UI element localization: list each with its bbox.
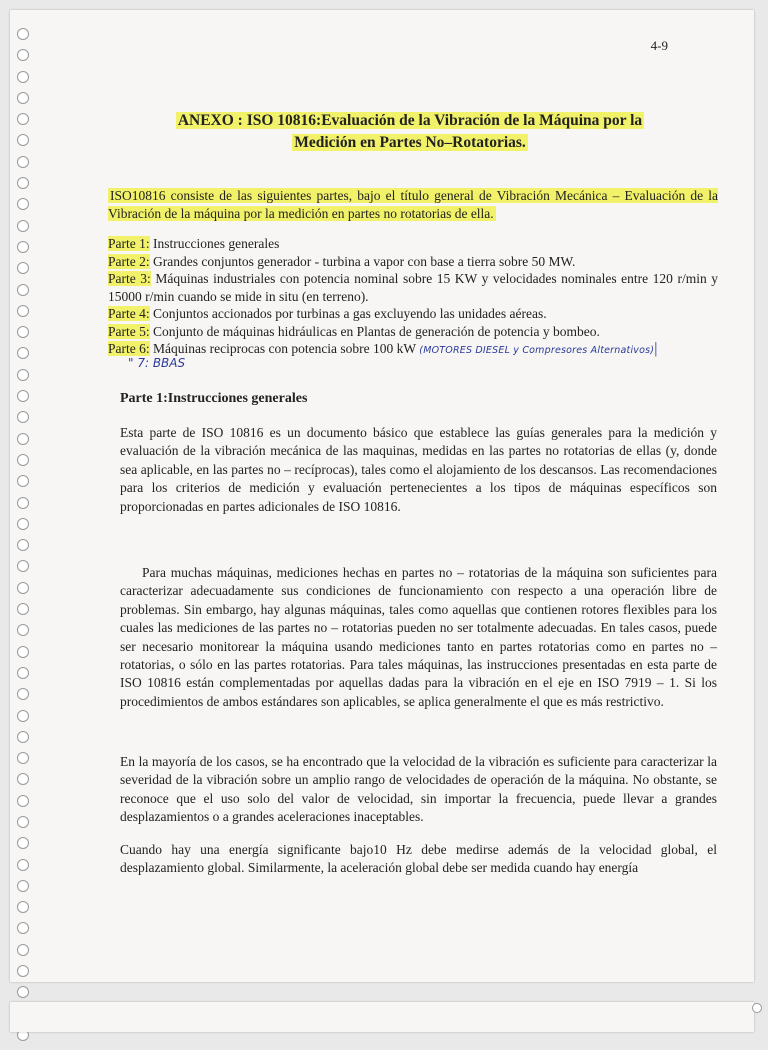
- binder-hole: [17, 177, 29, 189]
- next-page-edge: [10, 1002, 754, 1032]
- binder-hole: [17, 262, 29, 274]
- handwritten-part7: " 7: BBAS: [128, 356, 186, 370]
- list-item: [108, 270, 718, 305]
- intro-text: ISO10816 consiste de las siguientes partes, bajo el título general de Vibración Mecánica – Evaluación de la Vibración de la máquina por la medición en partes no rotatorias de ella.: [108, 188, 718, 221]
- title-line-1: ANEXO : ISO 10816:Evaluación de la Vibración de la Máquina por la: [177, 112, 643, 129]
- binder-hole: [17, 497, 29, 509]
- binder-hole: [17, 326, 29, 338]
- parts-list: [108, 235, 718, 360]
- binder-hole: [17, 539, 29, 551]
- binder-hole: [17, 965, 29, 977]
- part-label: Parte 5:: [108, 323, 150, 339]
- list-item: [108, 305, 718, 323]
- binder-hole: [17, 688, 29, 700]
- list-item: [108, 340, 718, 360]
- binder-hole: [17, 28, 29, 40]
- part-text: Instrucciones generales: [149, 236, 280, 251]
- binder-hole: [17, 113, 29, 125]
- binder-hole: [17, 241, 29, 253]
- binder-hole: [17, 646, 29, 658]
- section-heading: Parte 1:Instrucciones generales: [120, 391, 308, 406]
- binder-hole: [17, 198, 29, 210]
- binder-hole: [17, 156, 29, 168]
- binder-hole: [17, 49, 29, 61]
- part-text: Máquinas industriales con potencia nominal sobre 15 KW y velocidades nominales entre 120 r/min y 15000 r/min cuando se mide in situ (en terreno).: [108, 271, 718, 304]
- binder-hole: [17, 922, 29, 934]
- body-paragraph-2: Para muchas máquinas, mediciones hechas en partes no – rotatorias de la máquina son suficientes para caracterizar adecuadamente sus condiciones de funcionamiento con respecto a una operación libre de problemas. Sin embargo, hay algunas máquinas, tales como aquellas que contienen rotores flexibles para los cuales las mediciones de las partes no – rotatorias pueden no ser totalmente adecuadas. En tales casos, puede ser necesario monitorear la máquina usando mediciones tanto en partes rotatorias como en partes no – rotatorias, o sólo en las partes rotatorias. Para tales máquinas, las instrucciones presentadas en esta parte de ISO 10816 están complementadas por aquellas dadas para la vibración en el eje en ISO 7919 – 1. Si los procedimientos de ambos estándares son aplicables, se aplica generalmente el que es más restrictivo.: [120, 565, 717, 709]
- part-label: Parte 1:: [108, 236, 150, 251]
- binder-hole: [17, 71, 29, 83]
- binder-hole: [17, 986, 29, 998]
- binder-hole: [17, 624, 29, 636]
- binder-hole: [17, 284, 29, 296]
- part-text: Máquinas reciprocas con potencia sobre 100 kW: [149, 341, 416, 356]
- body-paragraph-1: Esta parte de ISO 10816 es un documento básico que establece las guías generales para la medición y evaluación de la vibración mecánica de las maquinas, medidas en las partes no rotatorias de ellas (y, donde sea aplicable, en las partes no – recíprocas), tales como el alojamiento de los descansos. Las recomendaciones para los criterios de medición y evaluación pertenecientes a los tipos de máquinas específicos son proporcionadas en partes adicionales de ISO 10816.: [120, 425, 717, 514]
- binder-hole: [17, 773, 29, 785]
- part-text: Conjunto de máquinas hidráulicas en Plantas de generación de potencia y bombeo.: [149, 323, 600, 339]
- list-item: [108, 235, 718, 253]
- binder-hole: [17, 560, 29, 572]
- binder-hole: [17, 220, 29, 232]
- handwritten-note: (MOTORES DIESEL y Compresores Alternativos): [419, 345, 655, 356]
- handwritten-bracket: |: [654, 340, 658, 357]
- binder-hole: [17, 92, 29, 104]
- part-label: Parte 6:: [108, 341, 150, 356]
- binder-hole: [17, 710, 29, 722]
- binder-hole: [17, 731, 29, 743]
- binder-hole: [17, 305, 29, 317]
- binder-hole: [17, 837, 29, 849]
- part-label: Parte 2:: [108, 253, 150, 269]
- binder-hole: [17, 454, 29, 466]
- binder-hole: [17, 816, 29, 828]
- binder-hole: [17, 859, 29, 871]
- binder-hole: [17, 901, 29, 913]
- part-text: Conjuntos accionados por turbinas a gas excluyendo las unidades aéreas.: [149, 306, 547, 321]
- body-paragraph-4: Cuando hay una energía significante bajo10 Hz debe medirse además de la velocidad global, el desplazamiento global. Similarmente, la aceleración global debe ser medida cuando hay energía: [120, 842, 717, 876]
- page-title: [130, 110, 690, 154]
- binder-hole: [17, 795, 29, 807]
- binder-hole: [17, 433, 29, 445]
- list-item: [108, 253, 718, 271]
- binder-hole: [17, 603, 29, 615]
- binder-hole: [17, 134, 29, 146]
- binder-hole: [752, 1003, 762, 1013]
- title-line-2: Medición en Partes No–Rotatorias.: [294, 134, 526, 151]
- body-paragraph-3: En la mayoría de los casos, se ha encontrado que la velocidad de la vibración es suficiente para caracterizar la severidad de la vibración sobre un amplio rango de velocidades de operación de la máquina. No obstante, se reconoce que el uso solo del valor de velocidad, sin importar la frecuencia, puede llevar a grandes desplazamientos o a grandes aceleraciones inaceptables.: [120, 754, 717, 825]
- binder-hole: [17, 752, 29, 764]
- binder-hole: [17, 411, 29, 423]
- part-text: Grandes conjuntos generador - turbina a vapor con base a tierra sobre 50 MW.: [149, 253, 576, 269]
- binder-hole: [17, 944, 29, 956]
- binder-hole: [17, 475, 29, 487]
- binder-hole: [17, 667, 29, 679]
- binder-holes: [10, 28, 36, 1050]
- binder-hole: [17, 390, 29, 402]
- intro-paragraph: [108, 187, 718, 222]
- binder-hole: [17, 369, 29, 381]
- binder-hole: [17, 347, 29, 359]
- binder-hole: [17, 582, 29, 594]
- part-label: Parte 3:: [108, 271, 151, 286]
- binder-hole: [17, 880, 29, 892]
- part-label: Parte 4:: [108, 306, 150, 321]
- page-number: 4-9: [650, 38, 668, 53]
- list-item: [108, 323, 718, 341]
- binder-hole: [17, 518, 29, 530]
- document-page: [10, 10, 754, 982]
